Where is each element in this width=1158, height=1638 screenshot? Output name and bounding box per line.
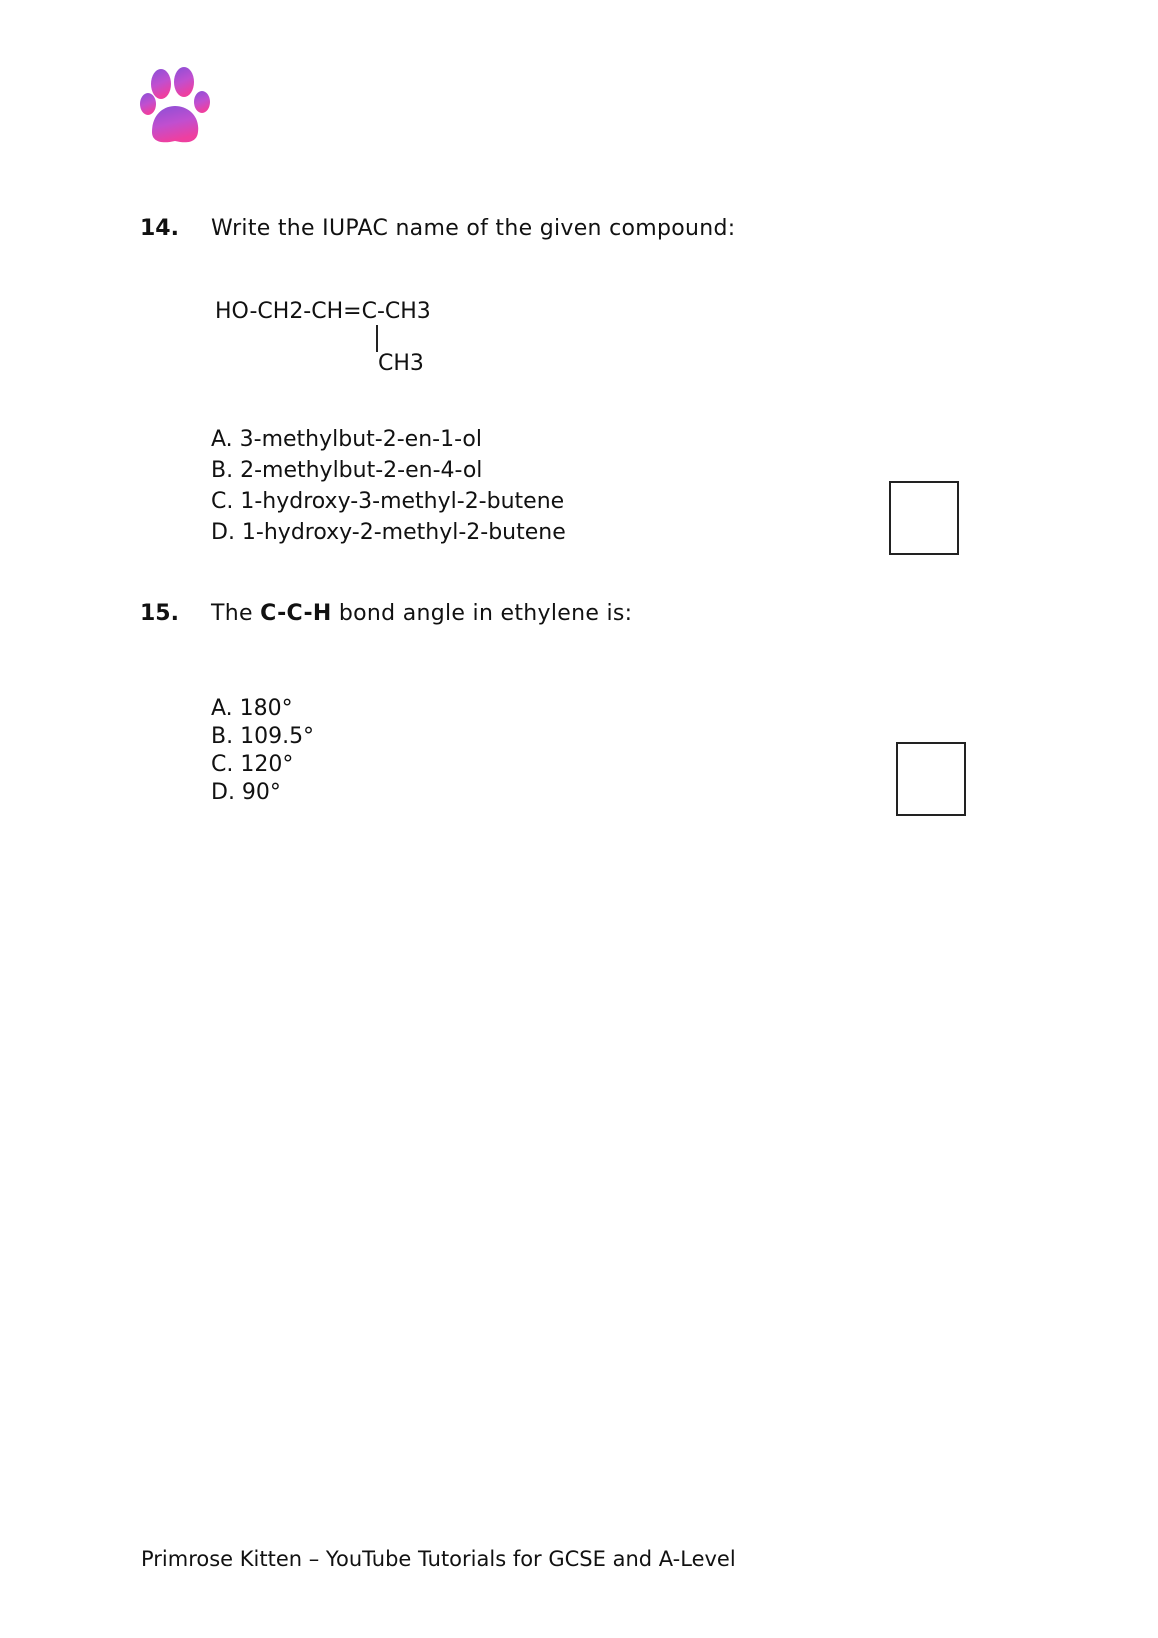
option-d: D. 90° — [211, 780, 281, 805]
question-15-prompt — [211, 601, 632, 626]
question-14-options — [211, 424, 566, 548]
formula-main-chain: HO-CH2-CH=C-CH3 — [215, 299, 431, 324]
option-c: C. 1-hydroxy-3-methyl-2-butene — [211, 489, 565, 514]
option-b: B. 2-methylbut-2-en-4-ol — [211, 458, 483, 483]
option-b: B. 109.5° — [211, 724, 315, 749]
question-15-options — [211, 695, 314, 807]
formula-branch-bond — [376, 325, 378, 352]
answer-box-15[interactable] — [896, 742, 966, 816]
option-d: D. 1-hydroxy-2-methyl-2-butene — [211, 520, 566, 545]
answer-box-14[interactable] — [889, 481, 959, 555]
option-a: A. 180° — [211, 696, 293, 721]
prompt-text-end: bond angle in ethylene is: — [331, 601, 633, 626]
option-a: A. 3-methylbut-2-en-1-ol — [211, 427, 482, 452]
question-15-number: 15. — [140, 601, 179, 626]
prompt-text: The — [211, 601, 261, 626]
question-14-prompt: Write the IUPAC name of the given compound: — [211, 216, 736, 241]
question-14-number: 14. — [140, 216, 179, 241]
option-c: C. 120° — [211, 752, 294, 777]
formula-branch: CH3 — [378, 351, 424, 376]
prompt-bold-term: C-C-H — [260, 601, 332, 626]
page-footer: Primrose Kitten – YouTube Tutorials for GCSE and A-Level — [141, 1547, 736, 1571]
paw-print-icon — [138, 64, 218, 150]
